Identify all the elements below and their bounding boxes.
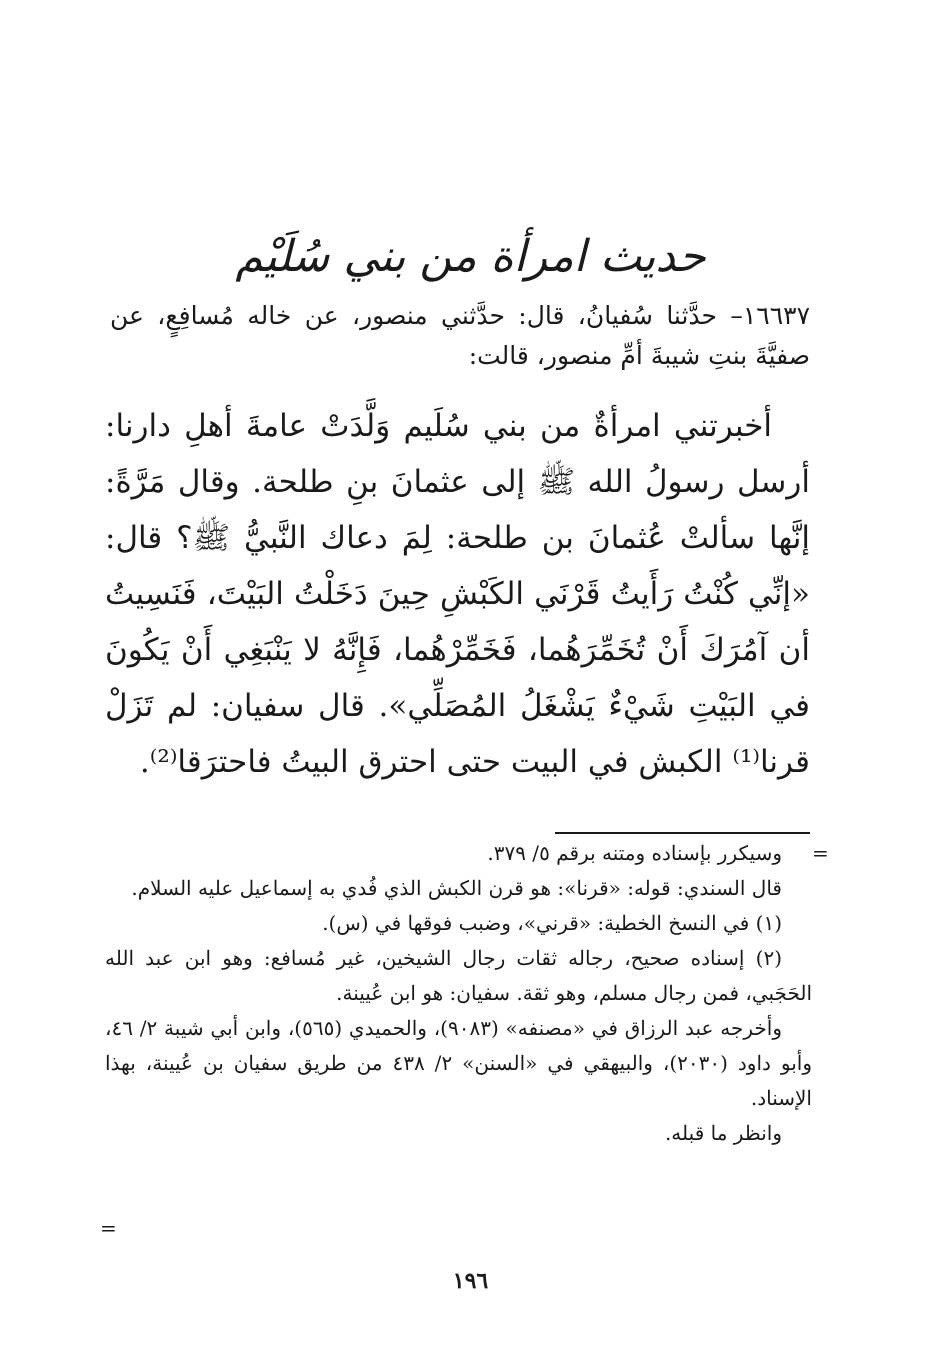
hadith-isnad: [110, 296, 810, 376]
footnotes-block: [105, 836, 812, 1151]
footnote-separator: [555, 832, 810, 834]
continuation-mark-top: =: [812, 841, 829, 865]
footnote-see-also: وانظر ما قبله.: [664, 1121, 782, 1145]
footnote-2: (٢) إسناده صحيح، رجاله ثقات رجال الشيخين، غير مُسافع: وهو ابن عبد الله الحَجَبي، فمن رجال مسلم، وهو ثقة. سفيان: هو ابن عُيينة.: [105, 946, 812, 1005]
isnad-text: ١٦٦٣٧– حدَّثنا سُفيانُ، قال: حدَّثني منصور، عن خاله مُسافِعٍ، عن صفيَّةَ بنتِ شيبةَ أمِّ منصور، قالت:: [110, 301, 810, 370]
chapter-heading: حديث امرأة من بني سُلَيْم: [235, 231, 706, 282]
continuation-mark-bottom: =: [100, 1216, 117, 1240]
hadith-matn: [105, 398, 810, 790]
footnote-continued: وسيكرر بإسناده ومتنه برقم ٥/ ٣٧٩.: [487, 841, 782, 865]
matn-text: أخبرتني امرأةٌ من بني سُلَيم وَلَّدَتْ عامةَ أهلِ دارنا: أرسل رسولُ الله ﷺ إلى عثمانَ بنِ طلحة. وقال مَرَّةً: إنَّها سألتْ عُثمانَ بن طلحة: لِمَ دعاك النَّبيُّ ﷺ؟ قال: «إنِّي كُنْتُ رَأَيتُ قَرْنَي الكَبْشِ حِينَ دَخَلْتُ البَيْتَ، فَنَسِيتُ أن آمُرَكَ أَنْ تُخَمِّرَهُما، فَخَمِّرْهُما، فَإِنَّهُ لا يَنْبَغِي أَنْ يَكُونَ في البَيْتِ شَيْءٌ يَشْغَلُ المُصَلِّي». قال سفيان: لم تَزَلْ قرنا⁽¹⁾ الكبش في البيت حتى احترق البيتُ فاحترَقا⁽²⁾.: [105, 408, 810, 780]
footnote-takhrij: وأخرجه عبد الرزاق في «مصنفه» (٩٠٨٣)، والحميدي (٥٦٥)، وابن أبي شيبة ٢/ ٤٦، وأبو داود (٢٠٣٠)، والبيهقي في «السنن» ٢/ ٤٣٨ من طريق سفيان بن عُيينة، بهذا الإسناد.: [105, 1016, 812, 1110]
footnote-1: (١) في النسخ الخطية: «قرني»، وضبب فوقها في (س).: [322, 911, 782, 935]
page-number: ١٩٦: [452, 1268, 489, 1294]
footnote-sindi: قال السندي: قوله: «قرنا»: هو قرن الكبش الذي فُدي به إسماعيل عليه السلام.: [131, 876, 782, 900]
